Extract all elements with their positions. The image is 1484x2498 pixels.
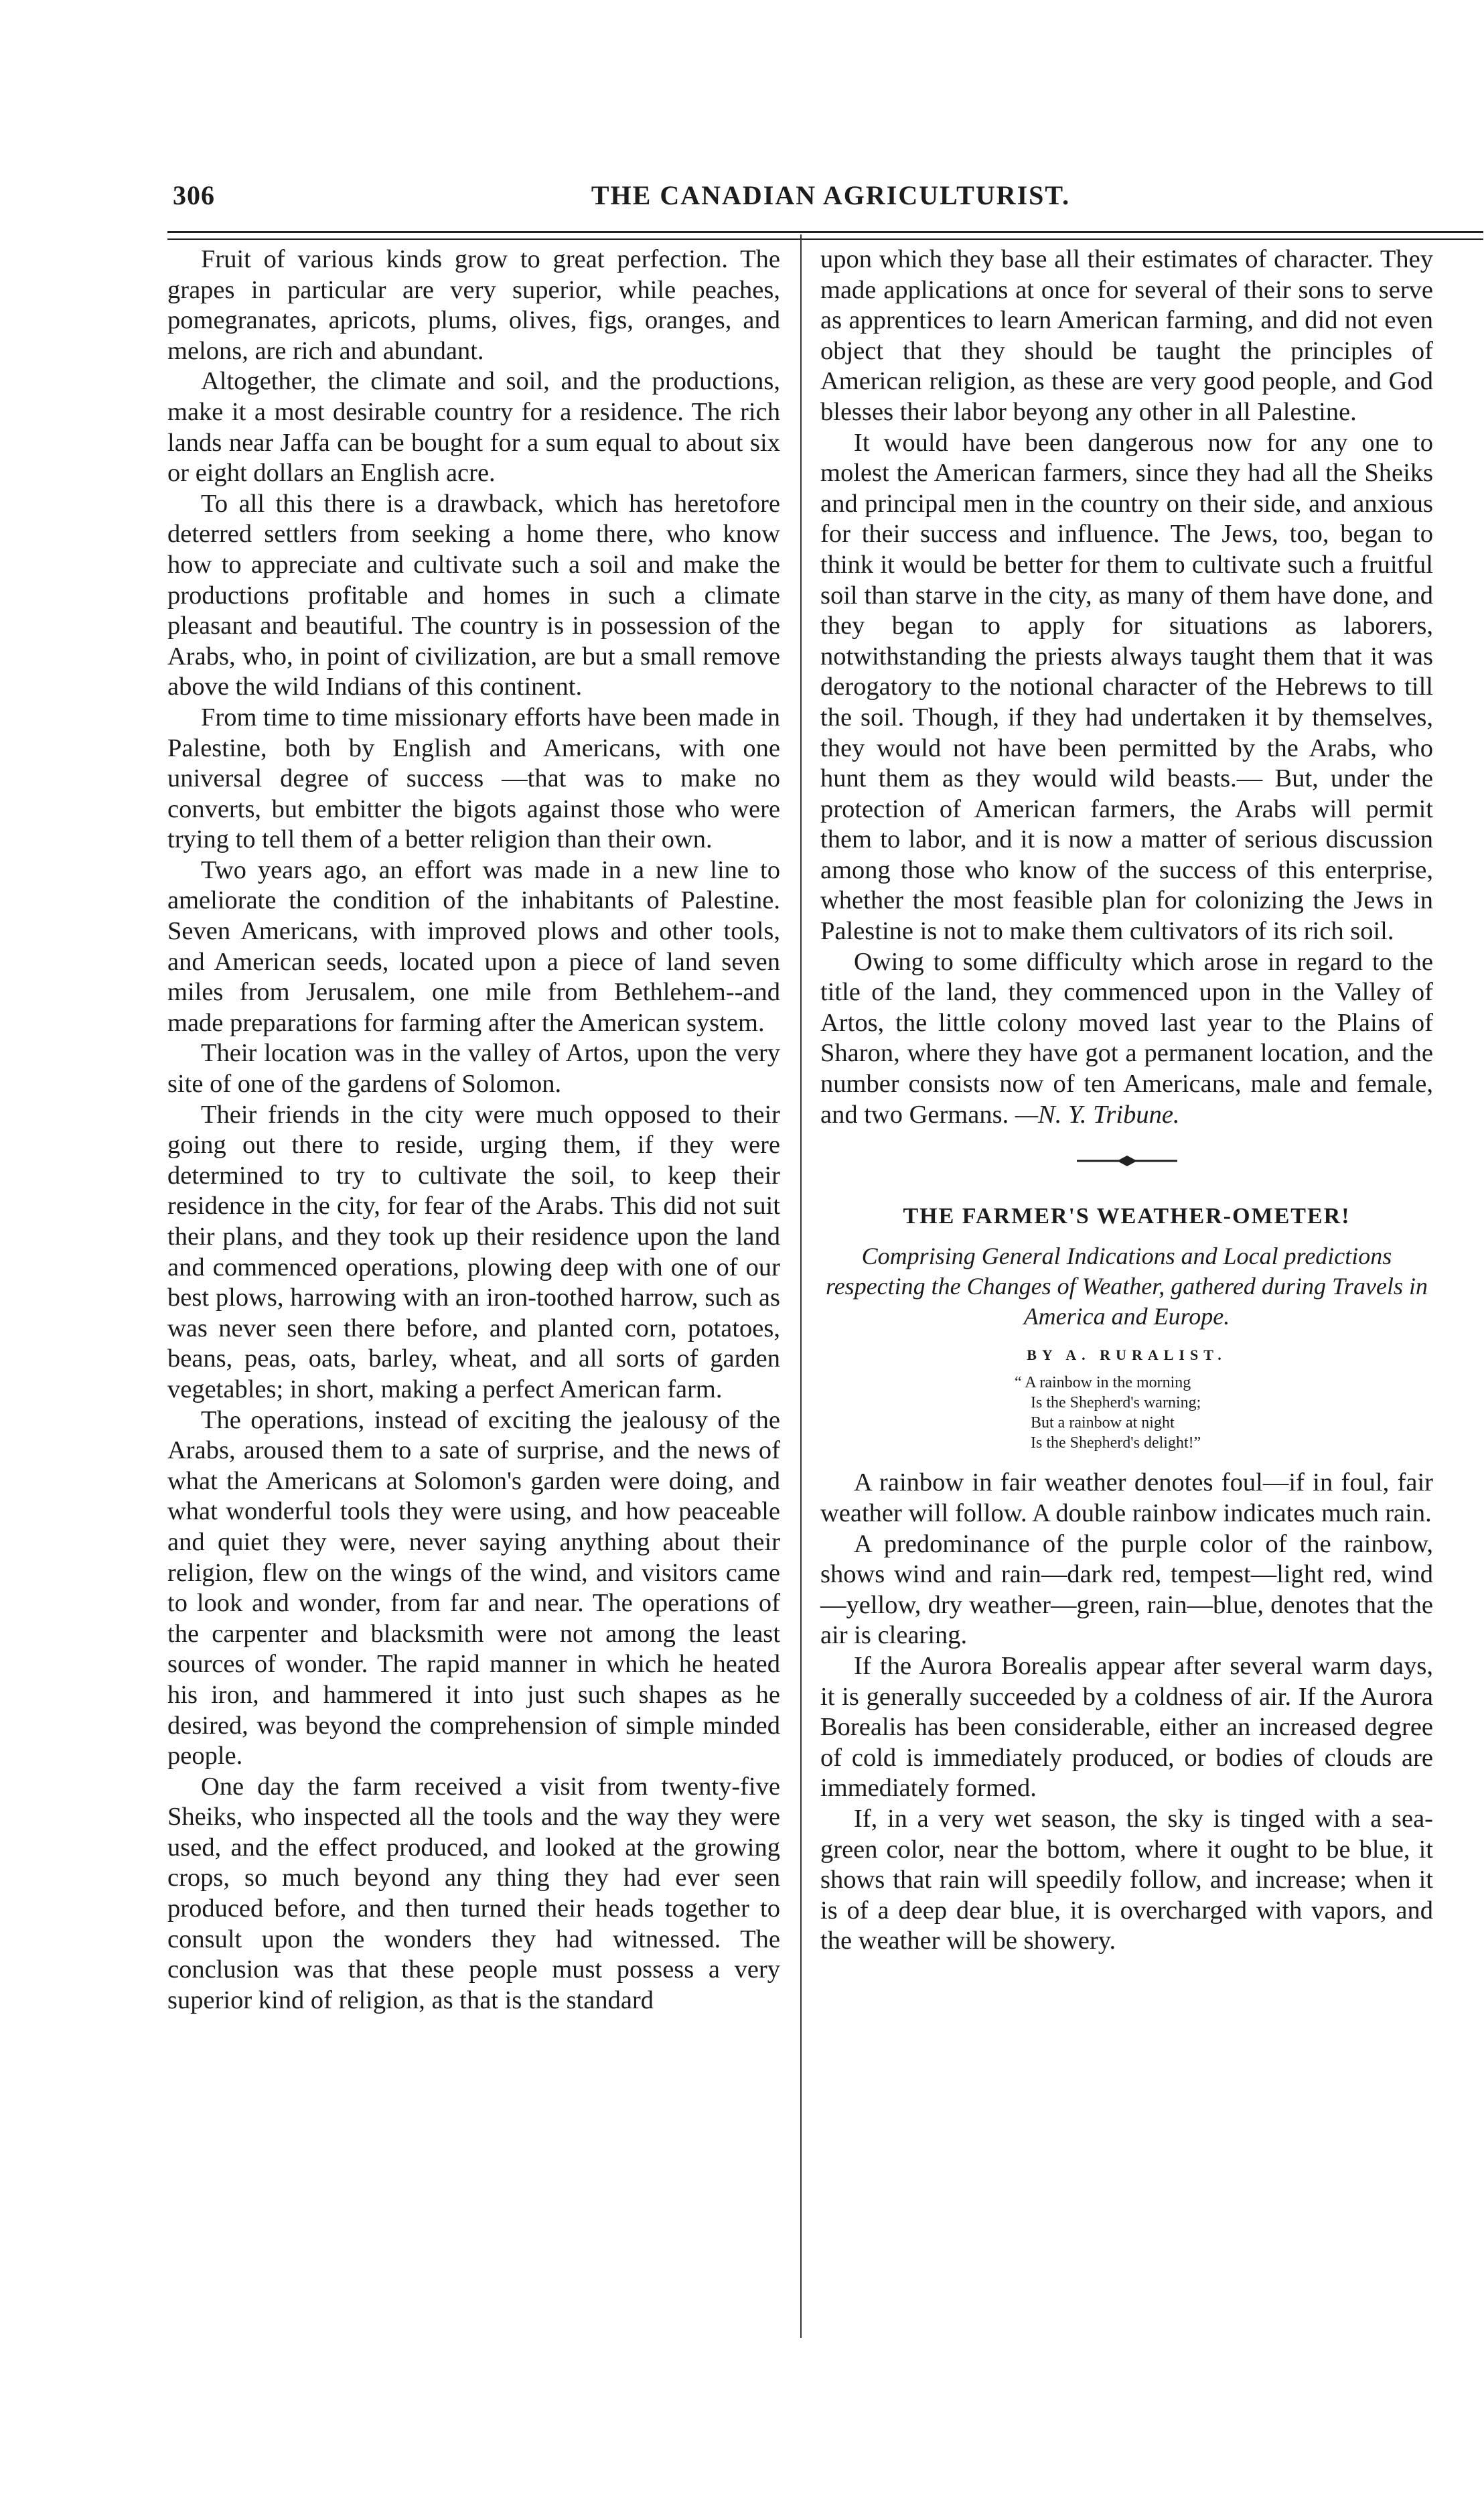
- byline: BY A. RURALIST.: [1027, 1346, 1227, 1363]
- closing-text: Owing to some difficulty which arose in regard to the title of the land, they commenced upon in the Valley of Artos, the little colony moved last year to the Plains of Sharon, where they have got a permanent location, and the number consists now of ten Americans, male and female, and two Germans.: [820, 947, 1433, 1129]
- paragraph: Their friends in the city were much opposed to their going out there to reside, urging them, if they were determined to try to cultivate the soil, to keep their residence in the city, for fear of the Arabs. This did not suit their plans, and they took up their residence upon the land and commenced operations, plowing deep with one of our best plows, harrowing with an iron-toothed harrow, such as was never seen there before, and planted corn, potatoes, beans, peas, oats, barley, wheat, and all sorts of garden vegetables; in short, making a perfect American farm.: [167, 1100, 780, 1403]
- paragraph: If the Aurora Borealis appear after several warm days, it is generally succeeded by a coldness of air. If the Aurora Borealis has been considerable, either an increased degree of cold is immediately produced, or bodies of clouds are immediately formed.: [820, 1651, 1433, 1803]
- verse-line: “ A rainbow in the morning: [1015, 1374, 1191, 1392]
- paragraph: The operations, instead of exciting the jealousy of the Arabs, aroused them to a sate of surprise, and the news of what the Americans at Solomon's garden were doing, and what wonderful tools they were using, and how peaceable and quiet they were, never saying anything about their religion, flew on the wings of the wind, and visitors came to look and wonder, from far and near. The operations of the carpenter and blacksmith were not among the least sources of wonder. The rapid manner in which he heated his iron, and hammered it into just such shapes as he desired, was beyond the comprehension of simple minded people.: [167, 1405, 780, 1771]
- section-title: THE FARMER'S WEATHER-OMETER!: [903, 1204, 1351, 1229]
- paragraph: Two years ago, an effort was made in a new line to ameliorate the condition of the inhabitants of Palestine. Seven Americans, with improved plows and other tools, and American seeds, located upon a piece of land seven miles from Jerusalem, one mile from Bethlehem--and made preparations for farming after the American system.: [167, 855, 780, 1037]
- verse-line: Is the Shepherd's delight!”: [1031, 1434, 1201, 1452]
- paragraph: To all this there is a drawback, which has heretofore deterred settlers from seeking a home there, who know how to appreciate and cultivate such a soil and make the productions profitable and homes in such a climate pleasant and beautiful. The country is in possession of the Arabs, who, in point of civilization, are but a small remove above the wild Indians of this continent.: [167, 489, 780, 701]
- column-divider: [800, 234, 802, 2338]
- right-column: [820, 245, 1433, 1957]
- source-credit: —N. Y. Tribune.: [1015, 1100, 1180, 1129]
- section-subtitle: Comprising General Indications and Local predictions respecting the Changes of Weather, gathered during Travels in America and Europe.: [826, 1242, 1428, 1330]
- paragraph: Altogether, the climate and soil, and the productions, make it a most desirable country for a residence. The rich lands near Jaffa can be bought for a sum equal to about six or eight dollars an English acre.: [167, 367, 780, 488]
- paragraph: Fruit of various kinds grow to great perfection. The grapes in particular are very superior, while peaches, pomegranates, apricots, plums, olives, figs, oranges, and melons, are rich and abundant.: [167, 245, 780, 365]
- verse-line: But a rainbow at night: [1031, 1414, 1175, 1432]
- page-header: [173, 180, 1484, 220]
- paragraph: One day the farm received a visit from twenty-five Sheiks, who inspected all the tools and the way they were used, and the effect produced, and looked at the growing crops, so much beyond any thing they had ever seen produced before, and then turned their heads together to consult upon the wonders they had witnessed. The conclusion was that these people must possess a very superior kind of religion, as that is the standard: [167, 1772, 780, 2014]
- ornament-divider-icon: [1077, 1153, 1177, 1169]
- verse-line: Is the Shepherd's warning;: [1031, 1394, 1201, 1412]
- closing-paragraph: [820, 947, 1433, 1131]
- header-rule: [167, 231, 1483, 240]
- verse: [1015, 1373, 1329, 1453]
- running-title: THE CANADIAN AGRICULTURIST.: [591, 180, 1071, 210]
- paragraph: A rainbow in fair weather denotes foul—if in foul, fair weather will follow. A double rainbow indicates much rain.: [820, 1468, 1433, 1527]
- continued-paragraph: upon which they base all their estimates of character. They made applications at once for several of their sons to serve as apprentices to learn American farming, and did not even object that they should be taught the principles of American religion, as these are very good people, and God blesses their labor beyong any other in all Palestine.: [820, 245, 1433, 426]
- page-number: 306: [173, 180, 215, 210]
- paragraph: It would have been dangerous now for any one to molest the American farmers, since they had all the Sheiks and principal men in the country on their side, and anxious for their success and influence. The Jews, too, began to think it would be better for them to cultivate such a fruitful soil than starve in the city, as many of them have done, and they began to apply for situations as laborers, notwithstanding the priests always taught them that it was derogatory to the notional character of the Hebrews to till the soil. Though, if they had undertaken it by themselves, they would not have been permitted by the Arabs, who hunt them as they would wild beasts.— But, under the protection of American farmers, the Arabs will permit them to labor, and it is now a matter of serious discussion among those who know of the success of this enterprise, whether the most feasible plan for colonizing the Jews in Palestine is not to make them cultivators of its rich soil.: [820, 428, 1433, 946]
- paragraph: A predominance of the purple color of the rainbow, shows wind and rain—dark red, tempest—light red, wind—yellow, dry weather—green, rain—blue, denotes that the air is clearing.: [820, 1529, 1433, 1650]
- paragraph: From time to time missionary efforts have been made in Palestine, both by English and Americans, with one universal degree of success —that was to make no converts, but embitter the bigots against those who were trying to tell them of a better religion than their own.: [167, 703, 780, 854]
- paragraph: Their location was in the valley of Artos, upon the very site of one of the gardens of Solomon.: [167, 1039, 780, 1099]
- paragraph: If, in a very wet season, the sky is tinged with a sea-green color, near the bottom, where it ought to be blue, it shows that rain will speedily follow, and increase; when it is of a deep dear blue, it is overcharged with vapors, and the weather will be showery.: [820, 1804, 1433, 1955]
- left-column: [167, 245, 780, 2016]
